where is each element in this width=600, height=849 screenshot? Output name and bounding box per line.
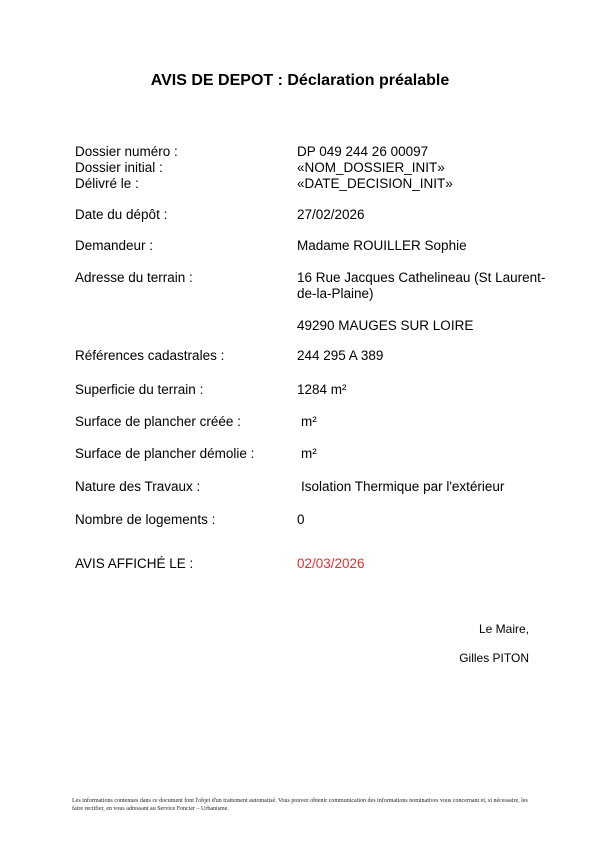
delivre-le-label: Délivré le : xyxy=(75,176,139,191)
dossier-labels xyxy=(75,144,290,192)
references-value: 244 295 A 389 xyxy=(297,348,384,363)
dossier-values xyxy=(297,144,547,192)
logements-label: Nombre de logements : xyxy=(75,512,216,527)
date-depot-value: 27/02/2026 xyxy=(297,207,365,222)
superficie-value: 1284 m² xyxy=(297,382,347,397)
dossier-initial-label: Dossier initial : xyxy=(75,160,163,175)
dossier-initial-value: «NOM_DOSSIER_INIT» xyxy=(297,160,445,175)
affiche-label: AVIS AFFICHÉ LE : xyxy=(75,556,194,571)
nature-label: Nature des Travaux : xyxy=(75,479,201,494)
dossier-numero-value: DP 049 244 26 00097 xyxy=(297,144,429,159)
dossier-numero-label: Dossier numéro : xyxy=(75,144,178,159)
date-depot-label: Date du dépôt : xyxy=(75,207,168,222)
surface-demolie-label: Surface de plancher démolie : xyxy=(75,446,255,461)
adresse-line1: 16 Rue Jacques Cathelineau (St Laurent-de-la-Plaine) xyxy=(297,270,546,301)
affiche-date: 02/03/2026 xyxy=(297,556,365,571)
nature-value: Isolation Thermique par l'extérieur xyxy=(301,479,505,494)
delivre-le-value: «DATE_DECISION_INIT» xyxy=(297,176,453,191)
signature-name: Gilles PITON xyxy=(459,651,529,665)
footer-legal-notice: Les informations contenues dans ce document font l'objet d'un traitement automatisé. Vous pouvez obtenir communication des informations nominatives vous concernant et, si nécessaire, les faire rectifier, en vous adressant au Service Foncier – Urbanisme. xyxy=(72,798,528,812)
superficie-label: Superficie du terrain : xyxy=(75,382,204,397)
page-title: AVIS DE DEPOT : Déclaration préalable xyxy=(150,72,450,89)
signature-role: Le Maire, xyxy=(478,622,529,636)
demandeur-value: Madame ROUILLER Sophie xyxy=(297,238,467,253)
surface-demolie-value: m² xyxy=(301,446,317,461)
surface-creee-value: m² xyxy=(301,414,317,429)
logements-value: 0 xyxy=(297,512,305,527)
demandeur-label: Demandeur : xyxy=(75,238,154,253)
references-label: Références cadastrales : xyxy=(75,348,225,363)
adresse-line2: 49290 MAUGES SUR LOIRE xyxy=(297,318,474,333)
surface-creee-label: Surface de plancher créée : xyxy=(75,414,241,429)
adresse-label: Adresse du terrain : xyxy=(75,270,193,285)
